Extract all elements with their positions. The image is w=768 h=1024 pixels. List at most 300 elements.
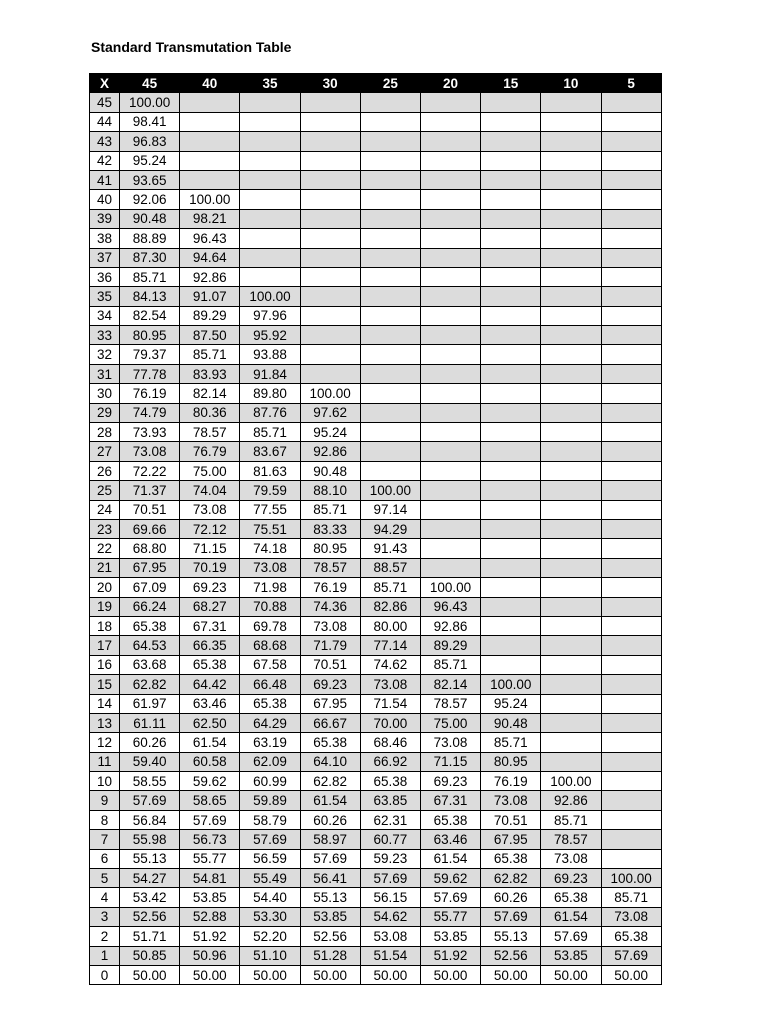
row-x-cell: 2 (90, 927, 120, 946)
row-x-cell: 36 (90, 267, 120, 286)
table-cell: 57.69 (180, 810, 240, 829)
row-x-cell: 37 (90, 248, 120, 267)
transmutation-table (89, 73, 662, 985)
table-cell: 65.38 (601, 927, 661, 946)
table-cell: 70.88 (240, 597, 300, 616)
table-cell (541, 112, 601, 131)
row-x-cell: 3 (90, 907, 120, 926)
table-cell: 63.46 (180, 694, 240, 713)
table-cell: 72.22 (120, 461, 180, 480)
table-cell: 52.20 (240, 927, 300, 946)
table-cell: 74.62 (360, 655, 420, 674)
table-cell: 55.49 (240, 869, 300, 888)
table-cell (601, 500, 661, 519)
table-cell: 63.46 (420, 830, 480, 849)
table-cell: 71.98 (240, 578, 300, 597)
column-header-40: 40 (180, 74, 240, 93)
table-cell: 64.53 (120, 636, 180, 655)
table-cell: 50.85 (120, 946, 180, 965)
table-cell (601, 93, 661, 112)
row-x-cell: 5 (90, 869, 120, 888)
table-cell: 53.85 (541, 946, 601, 965)
table-cell: 90.48 (481, 713, 541, 732)
table-row (90, 423, 662, 442)
table-cell: 73.08 (420, 733, 480, 752)
table-cell (420, 326, 480, 345)
table-cell: 62.31 (360, 810, 420, 829)
table-cell (481, 267, 541, 286)
table-row (90, 267, 662, 286)
table-cell (300, 306, 360, 325)
table-cell: 59.40 (120, 752, 180, 771)
table-cell: 78.57 (180, 423, 240, 442)
table-cell (481, 287, 541, 306)
table-cell (481, 636, 541, 655)
table-cell (360, 229, 420, 248)
table-cell: 92.86 (180, 267, 240, 286)
table-cell: 65.38 (120, 616, 180, 635)
table-cell: 62.82 (481, 869, 541, 888)
table-cell: 92.06 (120, 190, 180, 209)
table-cell: 50.96 (180, 946, 240, 965)
table-cell: 73.08 (481, 791, 541, 810)
table-cell (481, 578, 541, 597)
table-cell (481, 170, 541, 189)
table-cell: 57.69 (240, 830, 300, 849)
table-cell (541, 713, 601, 732)
table-cell (601, 151, 661, 170)
table-cell: 58.65 (180, 791, 240, 810)
table-cell: 52.88 (180, 907, 240, 926)
table-cell (240, 93, 300, 112)
table-row (90, 655, 662, 674)
table-cell: 69.23 (300, 675, 360, 694)
table-cell: 96.43 (180, 229, 240, 248)
table-cell: 84.13 (120, 287, 180, 306)
table-cell (360, 442, 420, 461)
table-cell (541, 423, 601, 442)
row-x-cell: 12 (90, 733, 120, 752)
table-cell: 87.76 (240, 403, 300, 422)
table-cell: 73.08 (300, 616, 360, 635)
table-cell: 78.57 (420, 694, 480, 713)
table-cell (180, 112, 240, 131)
row-x-cell: 9 (90, 791, 120, 810)
table-cell: 68.80 (120, 539, 180, 558)
column-header-10: 10 (541, 74, 601, 93)
table-cell: 66.92 (360, 752, 420, 771)
table-cell: 70.51 (481, 810, 541, 829)
table-cell: 73.08 (120, 442, 180, 461)
table-cell: 53.85 (180, 888, 240, 907)
row-x-cell: 40 (90, 190, 120, 209)
table-cell (601, 713, 661, 732)
table-cell: 65.38 (420, 810, 480, 829)
table-cell (240, 112, 300, 131)
column-header-15: 15 (481, 74, 541, 93)
table-cell: 68.46 (360, 733, 420, 752)
table-cell (601, 364, 661, 383)
table-cell (481, 190, 541, 209)
table-cell (180, 151, 240, 170)
table-cell (360, 151, 420, 170)
table-row (90, 461, 662, 480)
table-row (90, 694, 662, 713)
table-cell (300, 345, 360, 364)
table-cell: 60.26 (481, 888, 541, 907)
table-cell: 89.29 (420, 636, 480, 655)
row-x-cell: 31 (90, 364, 120, 383)
table-cell: 65.38 (481, 849, 541, 868)
table-cell: 63.19 (240, 733, 300, 752)
table-cell: 60.26 (300, 810, 360, 829)
table-row (90, 403, 662, 422)
table-cell (541, 461, 601, 480)
table-cell (481, 461, 541, 480)
table-cell (541, 616, 601, 635)
table-cell (420, 442, 480, 461)
table-cell: 74.18 (240, 539, 300, 558)
table-cell (541, 675, 601, 694)
table-row (90, 616, 662, 635)
table-cell (300, 209, 360, 228)
row-x-cell: 7 (90, 830, 120, 849)
table-cell (481, 423, 541, 442)
row-x-cell: 45 (90, 93, 120, 112)
table-cell (481, 558, 541, 577)
table-cell: 63.68 (120, 655, 180, 674)
table-cell: 50.00 (360, 965, 420, 984)
table-cell: 51.92 (180, 927, 240, 946)
table-cell: 73.08 (180, 500, 240, 519)
table-cell (541, 248, 601, 267)
row-x-cell: 20 (90, 578, 120, 597)
table-cell: 94.64 (180, 248, 240, 267)
table-cell: 97.14 (360, 500, 420, 519)
table-cell: 55.98 (120, 830, 180, 849)
table-cell (481, 209, 541, 228)
table-cell: 61.54 (300, 791, 360, 810)
table-cell (420, 209, 480, 228)
table-cell (360, 461, 420, 480)
row-x-cell: 8 (90, 810, 120, 829)
table-cell: 53.08 (360, 927, 420, 946)
table-cell (601, 791, 661, 810)
table-cell (541, 364, 601, 383)
table-cell: 59.62 (420, 869, 480, 888)
table-cell: 98.21 (180, 209, 240, 228)
row-x-cell: 26 (90, 461, 120, 480)
table-cell: 57.69 (481, 907, 541, 926)
table-cell: 51.71 (120, 927, 180, 946)
table-cell (601, 132, 661, 151)
table-cell (601, 481, 661, 500)
table-cell (360, 209, 420, 228)
table-cell: 50.00 (300, 965, 360, 984)
table-cell (420, 112, 480, 131)
table-cell: 71.79 (300, 636, 360, 655)
row-x-cell: 4 (90, 888, 120, 907)
table-cell: 100.00 (601, 869, 661, 888)
table-cell: 55.13 (481, 927, 541, 946)
table-cell: 50.00 (120, 965, 180, 984)
table-cell (420, 267, 480, 286)
table-cell (601, 461, 661, 480)
table-cell (360, 190, 420, 209)
row-x-cell: 42 (90, 151, 120, 170)
table-cell: 54.27 (120, 869, 180, 888)
table-cell (240, 229, 300, 248)
table-cell (420, 93, 480, 112)
table-cell: 85.71 (481, 733, 541, 752)
table-cell: 67.58 (240, 655, 300, 674)
row-x-cell: 13 (90, 713, 120, 732)
table-cell: 92.86 (420, 616, 480, 635)
table-cell: 71.15 (180, 539, 240, 558)
table-cell: 85.71 (541, 810, 601, 829)
table-cell (541, 752, 601, 771)
table-cell (541, 190, 601, 209)
table-cell (601, 345, 661, 364)
table-cell (481, 597, 541, 616)
table-cell: 67.95 (481, 830, 541, 849)
table-row (90, 849, 662, 868)
table-row (90, 287, 662, 306)
table-cell: 57.69 (120, 791, 180, 810)
table-cell: 85.71 (601, 888, 661, 907)
table-cell: 59.23 (360, 849, 420, 868)
table-cell: 85.71 (120, 267, 180, 286)
table-cell (481, 519, 541, 538)
table-cell: 73.08 (541, 849, 601, 868)
table-cell: 61.54 (180, 733, 240, 752)
column-header-25: 25 (360, 74, 420, 93)
table-cell (300, 229, 360, 248)
table-cell (481, 132, 541, 151)
table-cell: 54.62 (360, 907, 420, 926)
table-cell: 73.08 (240, 558, 300, 577)
table-cell (481, 442, 541, 461)
table-cell (481, 326, 541, 345)
table-cell (601, 384, 661, 403)
row-x-cell: 21 (90, 558, 120, 577)
table-cell (601, 810, 661, 829)
table-cell: 53.85 (420, 927, 480, 946)
table-cell: 90.48 (120, 209, 180, 228)
table-cell (360, 364, 420, 383)
table-cell (601, 733, 661, 752)
table-cell: 76.19 (300, 578, 360, 597)
table-cell (420, 170, 480, 189)
table-cell (481, 364, 541, 383)
table-cell: 63.85 (360, 791, 420, 810)
table-cell: 55.13 (120, 849, 180, 868)
table-cell (360, 326, 420, 345)
table-cell: 67.31 (180, 616, 240, 635)
table-cell: 59.62 (180, 772, 240, 791)
table-cell: 100.00 (541, 772, 601, 791)
table-cell (601, 403, 661, 422)
row-x-cell: 32 (90, 345, 120, 364)
table-row (90, 384, 662, 403)
table-cell (420, 229, 480, 248)
table-row (90, 209, 662, 228)
table-cell (360, 112, 420, 131)
table-cell: 85.71 (180, 345, 240, 364)
table-cell: 70.00 (360, 713, 420, 732)
table-header-row (90, 74, 662, 93)
table-cell (601, 772, 661, 791)
table-cell (601, 849, 661, 868)
row-x-cell: 43 (90, 132, 120, 151)
table-cell: 80.36 (180, 403, 240, 422)
row-x-cell: 34 (90, 306, 120, 325)
table-cell: 91.07 (180, 287, 240, 306)
row-x-cell: 44 (90, 112, 120, 131)
table-cell (541, 597, 601, 616)
table-cell (541, 500, 601, 519)
table-cell (360, 345, 420, 364)
row-x-cell: 14 (90, 694, 120, 713)
table-cell: 65.38 (240, 694, 300, 713)
table-cell (300, 364, 360, 383)
table-cell (601, 170, 661, 189)
table-cell (360, 248, 420, 267)
table-cell: 66.35 (180, 636, 240, 655)
table-cell: 61.54 (541, 907, 601, 926)
table-cell (541, 558, 601, 577)
table-cell: 50.00 (481, 965, 541, 984)
table-cell: 83.33 (300, 519, 360, 538)
table-cell: 72.12 (180, 519, 240, 538)
table-cell: 70.51 (300, 655, 360, 674)
table-cell: 93.65 (120, 170, 180, 189)
table-cell (240, 248, 300, 267)
table-cell: 89.29 (180, 306, 240, 325)
table-cell: 50.00 (180, 965, 240, 984)
table-cell (541, 655, 601, 674)
table-row (90, 597, 662, 616)
table-cell (420, 500, 480, 519)
table-cell (541, 287, 601, 306)
table-cell: 74.36 (300, 597, 360, 616)
table-cell (481, 539, 541, 558)
table-cell (601, 655, 661, 674)
table-cell (360, 403, 420, 422)
table-cell: 50.00 (601, 965, 661, 984)
table-cell: 100.00 (120, 93, 180, 112)
table-cell (601, 423, 661, 442)
table-row (90, 519, 662, 538)
table-cell: 57.69 (601, 946, 661, 965)
table-cell: 76.19 (481, 772, 541, 791)
table-cell: 56.73 (180, 830, 240, 849)
table-row (90, 578, 662, 597)
table-cell: 51.54 (360, 946, 420, 965)
table-cell: 76.79 (180, 442, 240, 461)
table-cell (601, 248, 661, 267)
table-cell: 68.68 (240, 636, 300, 655)
table-cell: 85.71 (360, 578, 420, 597)
table-cell: 51.10 (240, 946, 300, 965)
table-cell (420, 403, 480, 422)
table-cell: 69.23 (180, 578, 240, 597)
table-cell: 98.41 (120, 112, 180, 131)
table-cell: 92.86 (300, 442, 360, 461)
table-cell (481, 655, 541, 674)
table-cell: 80.95 (481, 752, 541, 771)
table-cell (300, 151, 360, 170)
table-cell (601, 830, 661, 849)
table-row (90, 558, 662, 577)
table-cell: 53.30 (240, 907, 300, 926)
table-cell: 57.69 (541, 927, 601, 946)
table-cell: 69.78 (240, 616, 300, 635)
row-x-cell: 38 (90, 229, 120, 248)
table-cell (360, 170, 420, 189)
table-cell: 91.43 (360, 539, 420, 558)
table-cell: 92.86 (541, 791, 601, 810)
table-cell: 55.77 (180, 849, 240, 868)
table-row (90, 248, 662, 267)
table-cell: 57.69 (300, 849, 360, 868)
table-cell (420, 364, 480, 383)
table-cell: 80.95 (120, 326, 180, 345)
table-row (90, 442, 662, 461)
row-x-cell: 6 (90, 849, 120, 868)
table-row (90, 927, 662, 946)
table-cell: 83.93 (180, 364, 240, 383)
table-cell (601, 306, 661, 325)
table-cell: 57.69 (360, 869, 420, 888)
table-cell (541, 578, 601, 597)
row-x-cell: 0 (90, 965, 120, 984)
table-cell (601, 558, 661, 577)
table-cell (420, 151, 480, 170)
table-cell (360, 423, 420, 442)
table-cell (541, 151, 601, 170)
table-cell: 90.48 (300, 461, 360, 480)
table-row (90, 675, 662, 694)
table-cell: 82.54 (120, 306, 180, 325)
table-cell (541, 229, 601, 248)
table-cell: 62.09 (240, 752, 300, 771)
table-cell: 74.04 (180, 481, 240, 500)
table-cell (541, 170, 601, 189)
table-cell: 91.84 (240, 364, 300, 383)
table-cell: 83.67 (240, 442, 300, 461)
table-row (90, 500, 662, 519)
table-cell (180, 93, 240, 112)
table-cell (481, 229, 541, 248)
table-row (90, 907, 662, 926)
table-cell (481, 616, 541, 635)
table-cell: 50.00 (240, 965, 300, 984)
table-cell: 73.08 (601, 907, 661, 926)
table-cell: 57.69 (420, 888, 480, 907)
table-cell (420, 423, 480, 442)
table-cell: 53.42 (120, 888, 180, 907)
table-cell: 67.95 (120, 558, 180, 577)
column-header-35: 35 (240, 74, 300, 93)
row-x-cell: 23 (90, 519, 120, 538)
table-cell: 82.86 (360, 597, 420, 616)
table-cell (601, 112, 661, 131)
row-x-cell: 11 (90, 752, 120, 771)
column-header-x: X (90, 74, 120, 93)
table-cell (541, 481, 601, 500)
table-cell: 96.83 (120, 132, 180, 151)
